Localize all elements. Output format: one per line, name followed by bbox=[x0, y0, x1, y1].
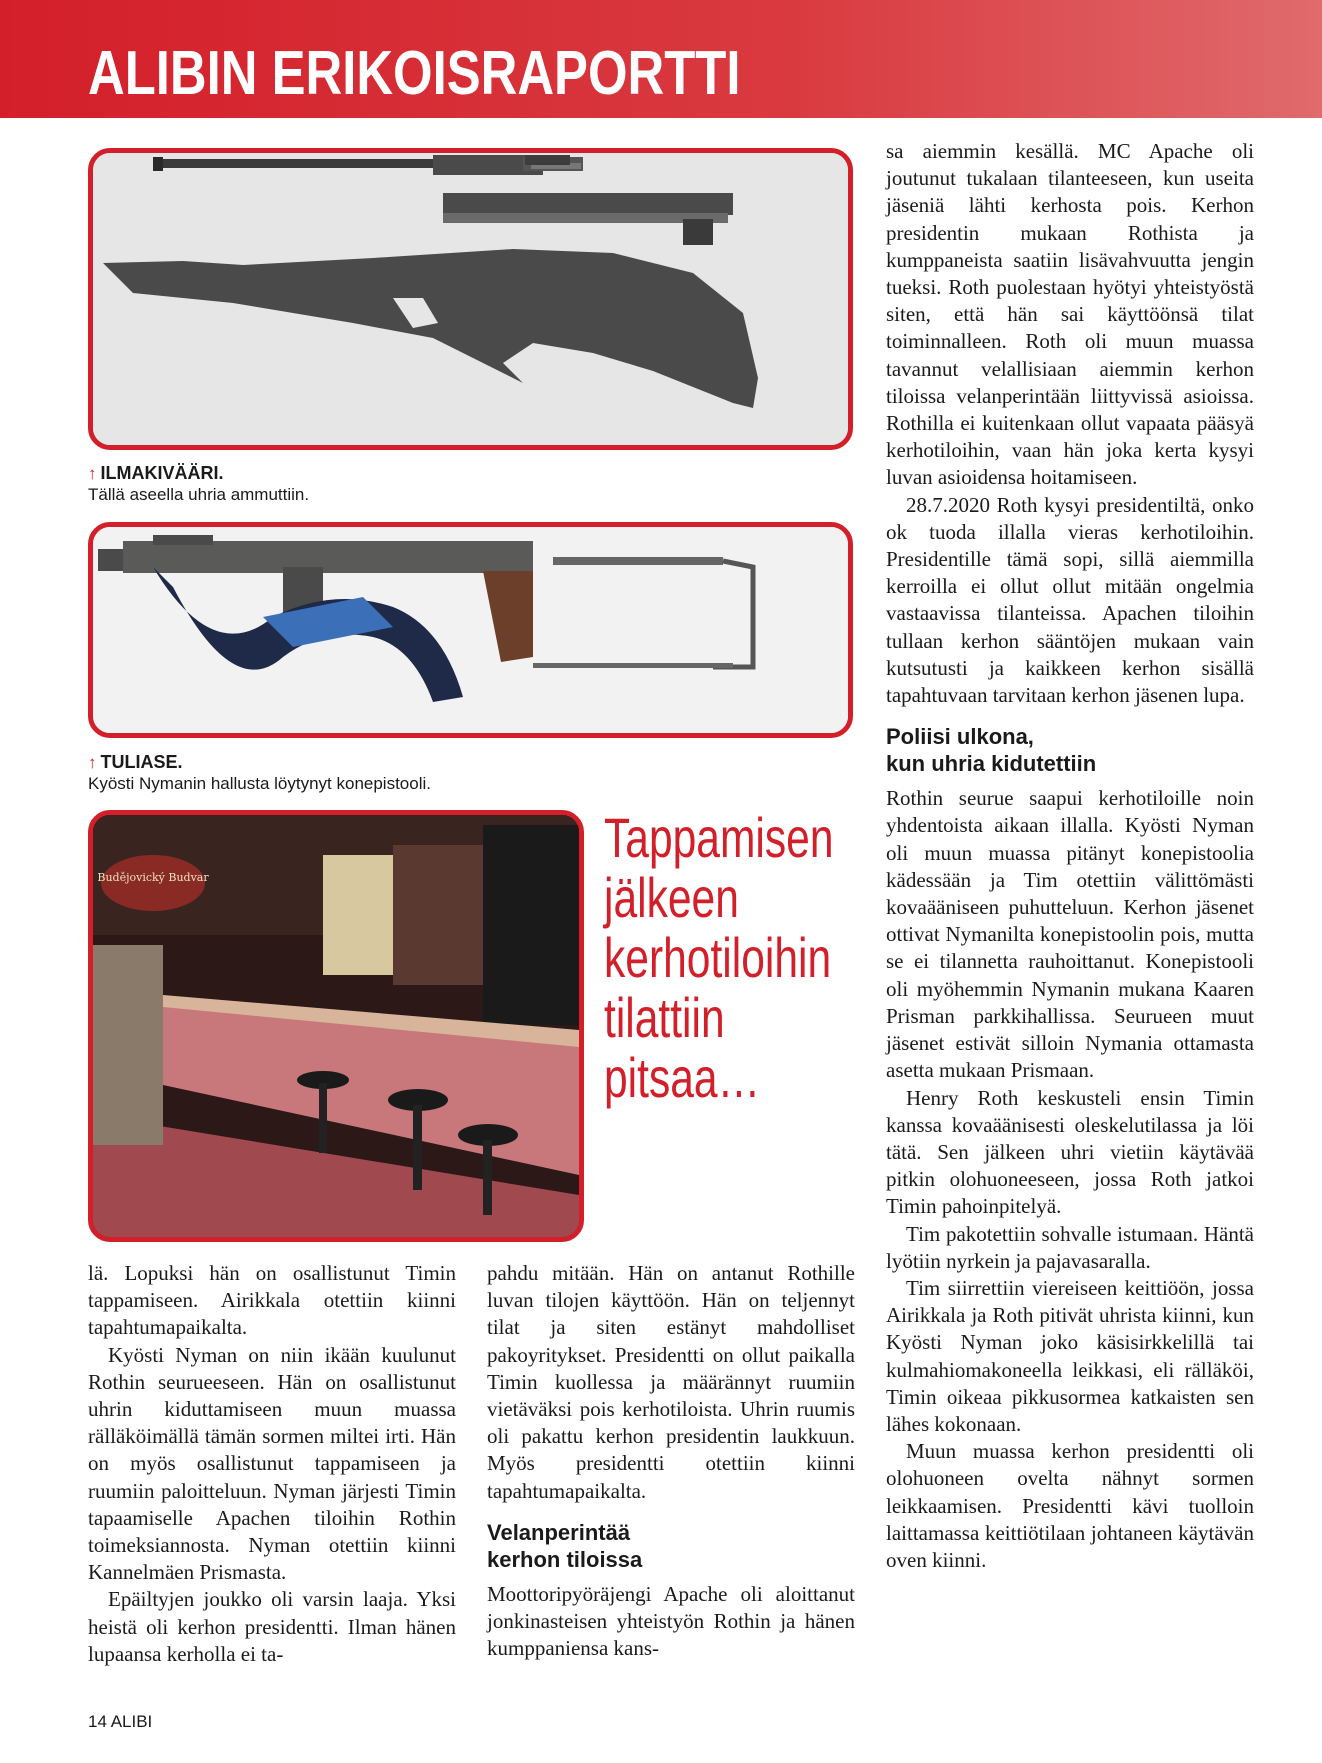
paragraph: sa aiemmin kesällä. MC Apache oli joutunut tukalaan tilanteeseen, kun useita jäseniä lähti kerhosta pois. Kerhon presidentin mukaan Rothista ja kumppaneista saatiin lisävahvuutta jengin tueksi. Roth puolestaan hyötyi yhteistyöstä siten, että hän sai käyttöönsä tilat toiminnalleen. Roth oli muun muassa tavannut velallisiaan aiemmin kerhon tiloissa velanperintään liittyvissä asioissa. Rothilla ei kuitenkaan ollut vapaata pääsyä kerhotiloihin, vaan hän joka kerta kysyi luvan asioidensa hoitamiseen. bbox=[886, 139, 1254, 490]
paragraph: Tim pakotettiin sohvalle istumaan. Häntä lyötiin nyrkein ja pajavasaralla. bbox=[886, 1221, 1254, 1273]
air-rifle-caption bbox=[88, 463, 309, 505]
caption-title: ILMAKIVÄÄRI. bbox=[100, 463, 224, 483]
subheading-line: Poliisi ulkona, bbox=[886, 724, 1034, 750]
paragraph: Kyösti Nyman on niin ikään kuulunut Rothin seurueeseen. Hän on osallistunut uhrin kiduttamiseen muun muassa rälläköimällä tämän sormen miltei irti. Hän on myös osallistunut tappamiseen ja ruumiin paloitteluun. Nyman järjesti Timin tapaamiselle Apachen tiloihin Rothin toimeksiannosta. Nyman otettiin kiinni Kannelmäen Prismasta. bbox=[88, 1342, 456, 1585]
paragraph: Muun muassa kerhon presidentti oli olohuoneen ovelta nähnyt sormen leikkaamisen. Presidentti kävi tuolloin laittamassa keittiötilaan johtaneen käytävän oven kiinni. bbox=[886, 1439, 1254, 1572]
subheading-line: Velanperintää bbox=[487, 1519, 631, 1545]
submachine-gun-photo bbox=[88, 522, 853, 738]
page-number-footer: 14 ALIBI bbox=[88, 1712, 153, 1731]
caption-text: Kyösti Nymanin hallusta löytynyt konepistooli. bbox=[88, 774, 431, 793]
clubhouse-bar-photo bbox=[88, 810, 584, 1242]
paragraph: lä. Lopuksi hän on osallistunut Timin tappamiseen. Airikkala otettiin kiinni tapahtumapaikalta. bbox=[88, 1261, 456, 1340]
subheading-police-outside bbox=[886, 723, 1254, 777]
paragraph: Epäiltyjen joukko oli varsin laaja. Yksi heistä oli kerhon presidentti. Ilman hänen lupaansa kerholla ei ta- bbox=[88, 1587, 456, 1666]
pull-quote bbox=[604, 806, 834, 1109]
caption-text: Tällä aseella uhria ammuttiin. bbox=[88, 485, 310, 504]
article-column-3 bbox=[886, 138, 1254, 1574]
article-column-2 bbox=[487, 1260, 855, 1662]
bar-sign-text: Budějovický Budvar bbox=[97, 871, 209, 884]
pull-quote-line: pitsaa… bbox=[604, 1046, 761, 1109]
arrow-up-icon: ↑ bbox=[88, 464, 97, 483]
pull-quote-line: jälkeen bbox=[604, 866, 739, 929]
page-title: ALIBIN ERIKOISRAPORTTI bbox=[88, 39, 741, 108]
subheading-line: kerhon tiloissa bbox=[487, 1546, 643, 1572]
caption-title: TULIASE. bbox=[100, 752, 183, 772]
paragraph: pahdu mitään. Hän on antanut Rothille luvan tilojen käyttöön. Hän on teljennyt tilat ja siten estänyt mahdolliset pakoyritykset. Presidentti on ollut paikalla Timin kuollessa ja määrännyt ruumiin vietäväksi pois kerhotiloista. Uhrin ruumis oli pakattu kerhon presidentin laukkuun. Myös presidentti otettiin kiinni tapahtumapaikalta. bbox=[487, 1261, 855, 1503]
subheading-debt-collection bbox=[487, 1519, 855, 1573]
pull-quote-line: kerhotiloihin bbox=[604, 926, 832, 989]
paragraph: Tim siirrettiin viereiseen keittiöön, jossa Airikkala ja Roth pitivät uhrista kiinni, kun Kyösti Nyman joko käsisirkkelillä tai kulmahiomakoneella leikkasi, eli rälläköi, Timin oikeaa pikkusormea katkaisten sen lähes kokonaan. bbox=[886, 1275, 1254, 1436]
header-banner bbox=[0, 0, 1322, 118]
paragraph: 28.7.2020 Roth kysyi presidentiltä, onko ok tuoda illalla vieras kerhotiloihin. Presidentille tämä sopi, sillä aiemmilla kerroilla ei ollut ollut mitään ongelmia vastaavissa tilanteissa. Apachen tiloihin tullaan kerhon sääntöjen mukaan vain kutsutusti ja kaikkeen kerhon sisällä tapahtuvaan tarvitaan kerhon jäsenen lupa. bbox=[886, 492, 1254, 708]
article-column-1 bbox=[88, 1260, 456, 1668]
paragraph: Moottoripyöräjengi Apache oli aloittanut jonkinasteisen yhteistyön Rothin ja hänen kumppaniensa kans- bbox=[487, 1581, 855, 1661]
arrow-up-icon: ↑ bbox=[88, 753, 97, 772]
pull-quote-line: tilattiin bbox=[604, 986, 725, 1049]
air-rifle-photo bbox=[88, 148, 853, 450]
paragraph: Henry Roth keskusteli ensin Timin kanssa kovaäänisesti oleskelutilassa ja löi tätä. Sen jälkeen uhri vietiin käytävää pitkin olohuoneeseen, jossa Roth jatkoi Timin pahoinpitelyä. bbox=[886, 1085, 1254, 1219]
paragraph: Rothin seurue saapui kerhotiloille noin yhdentoista aikaan illalla. Kyösti Nyman oli muun muassa pitänyt konepistoolia kädessään ja Tim otettiin välittömästi kovaääniseen puhutteluun. Kerhon jäsenet ottivat Nymanilta konepistoolin pois, mutta se ei tilannetta rauhoittanut. Konepistooli oli myöhemmin Nymanin mukana Kaaren Prisman parkkihallissa. Seurueen muut jäsenet estivät silloin Nymania ottamasta asetta mukaan Prismaan. bbox=[886, 786, 1254, 1083]
pull-quote-line: Tappamisen bbox=[604, 806, 834, 869]
smg-caption bbox=[88, 752, 431, 794]
subheading-line: kun uhria kidutettiin bbox=[886, 751, 1097, 777]
